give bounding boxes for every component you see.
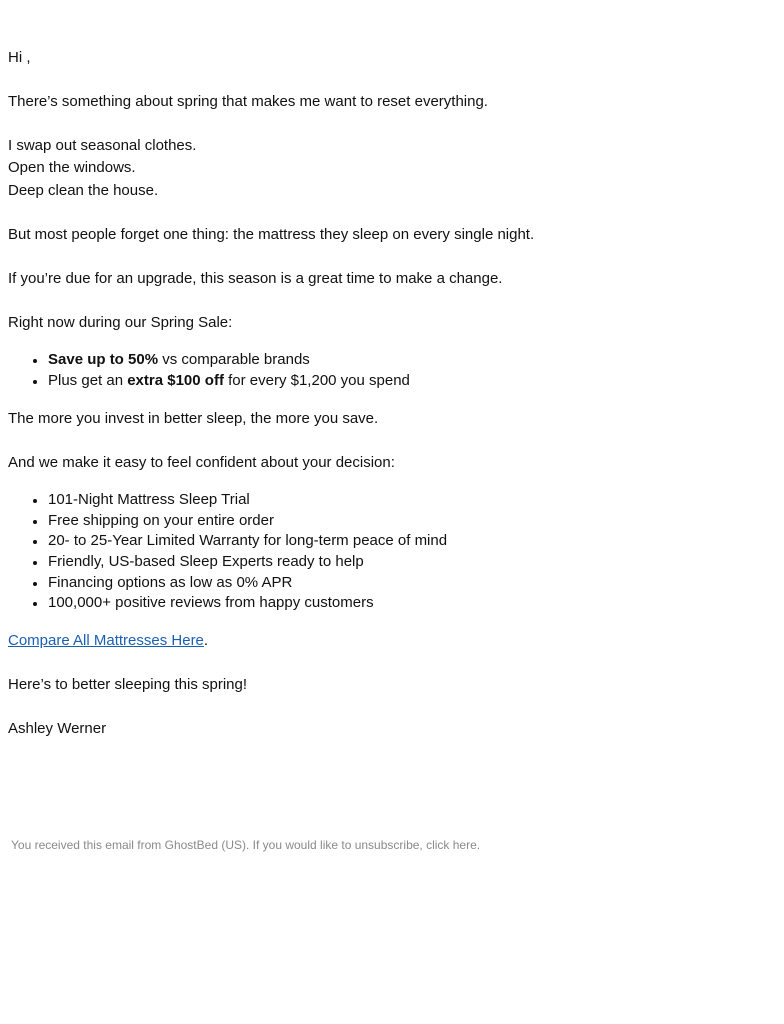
routine-line: Open the windows. bbox=[8, 159, 136, 176]
benefit-list-item: Free shipping on your entire order bbox=[48, 512, 274, 529]
invest-paragraph: The more you invest in better sleep, the more you save. bbox=[8, 410, 379, 427]
sale-list-item: Save up to 50% vs comparable brands bbox=[48, 351, 310, 368]
cta-paragraph: Compare All Mattresses Here. bbox=[8, 632, 209, 649]
routine-line: I swap out seasonal clothes. bbox=[8, 137, 197, 154]
signature: Ashley Werner bbox=[8, 720, 107, 737]
benefit-list-item: 100,000+ positive reviews from happy customers bbox=[48, 594, 374, 611]
upgrade-paragraph: If you’re due for an upgrade, this season is a great time to make a change. bbox=[8, 270, 503, 287]
benefit-list-item: Friendly, US-based Sleep Experts ready to help bbox=[48, 553, 364, 570]
compare-mattresses-link[interactable]: Compare All Mattresses Here bbox=[8, 632, 204, 649]
forget-paragraph: But most people forget one thing: the mattress they sleep on every single night. bbox=[8, 226, 535, 243]
sale-list-item: Plus get an extra $100 off for every $1,200 you spend bbox=[48, 372, 410, 389]
footer-unsubscribe-text[interactable]: You received this email from GhostBed (US). If you would like to unsubscribe, click here. bbox=[11, 838, 481, 852]
sale-highlight: extra $100 off bbox=[127, 372, 224, 389]
benefit-list-item: Financing options as low as 0% APR bbox=[48, 574, 293, 591]
benefit-list-item: 20- to 25-Year Limited Warranty for long-term peace of mind bbox=[48, 532, 448, 549]
greeting: Hi , bbox=[8, 49, 31, 66]
routine-line: Deep clean the house. bbox=[8, 182, 159, 199]
sale-highlight: Save up to 50% bbox=[48, 351, 159, 368]
sale-intro: Right now during our Spring Sale: bbox=[8, 314, 233, 331]
intro-paragraph: There’s something about spring that makes me want to reset everything. bbox=[8, 93, 488, 110]
benefit-list-item: 101-Night Mattress Sleep Trial bbox=[48, 491, 250, 508]
confidence-intro: And we make it easy to feel confident about your decision: bbox=[8, 454, 395, 471]
closing-paragraph: Here’s to better sleeping this spring! bbox=[8, 676, 248, 693]
